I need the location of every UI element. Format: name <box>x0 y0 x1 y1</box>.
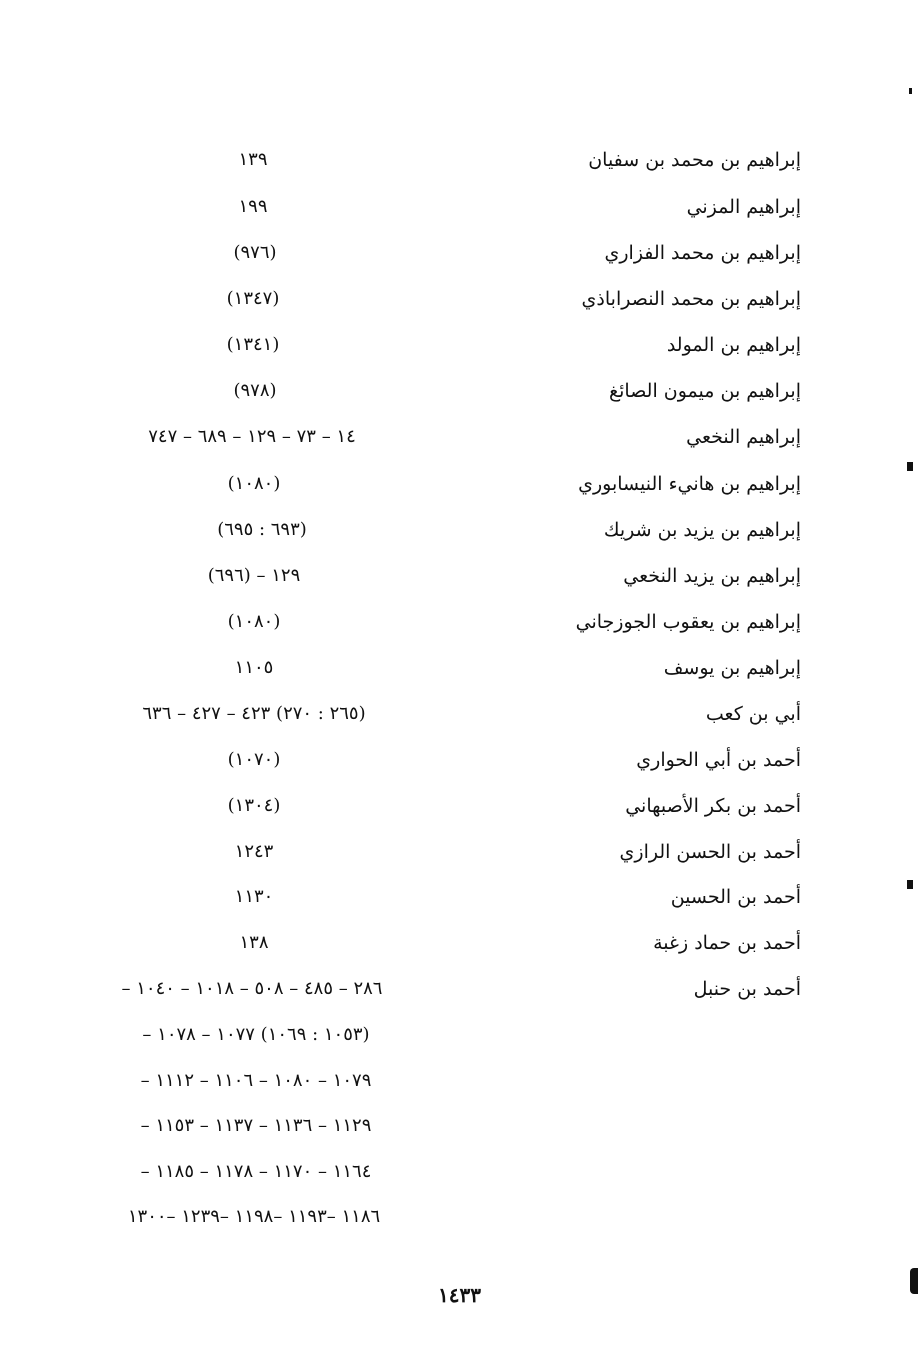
entry-name: أحمد بن الحسن الرازي <box>619 841 801 863</box>
entry-references: (١٣٤١) <box>226 334 280 355</box>
scan-edge-mark <box>907 880 913 889</box>
reference-continuation <box>0 1106 919 1146</box>
index-entry <box>0 417 919 457</box>
entry-references: ١١٣٠ <box>234 886 274 907</box>
entry-name: إبراهيم بن يزيد النخعي <box>623 565 801 587</box>
continuation-line: (١٠٥٣ : ١٠٦٩) ١٠٧٧ – ١٠٧٨ – <box>142 1024 370 1045</box>
index-entry <box>0 969 919 1009</box>
reference-continuation <box>0 1061 919 1101</box>
entry-references: (١٠٨٠) <box>227 473 281 494</box>
entry-name: إبراهيم النخعي <box>686 426 801 448</box>
entry-references: ١٢٤٣ <box>234 841 274 862</box>
entry-references: ١١٠٥ <box>234 657 274 678</box>
entry-name: إبراهيم بن المولد <box>666 334 801 356</box>
index-entry <box>0 140 919 180</box>
entry-name: إبراهيم بن يعقوب الجوزجاني <box>575 611 801 633</box>
entry-references: (١٣٤٧) <box>226 288 280 309</box>
continuation-line: ١١٢٩ – ١١٣٦ – ١١٣٧ – ١١٥٣ – <box>140 1115 372 1136</box>
page-number: ١٤٣٣ <box>438 1283 481 1307</box>
entry-references: (١٣٠٤) <box>227 795 281 816</box>
entry-references: (١٠٨٠) <box>227 611 281 632</box>
entry-name: إبراهيم بن محمد الفزاري <box>604 242 801 264</box>
entry-name: إبراهيم بن ميمون الصائغ <box>609 380 801 402</box>
scan-edge-mark <box>910 1268 918 1294</box>
entry-references: ٢٨٦ – ٤٨٥ – ٥٠٨ – ١٠١٨ – ١٠٤٠ – <box>121 978 383 999</box>
entry-references: ١٣٨ <box>239 932 269 953</box>
entry-name: أحمد بن بكر الأصبهاني <box>625 795 801 817</box>
entry-name: إبراهيم بن هانيء النيسابوري <box>578 473 801 495</box>
entry-references: (٩٧٨) <box>233 380 277 401</box>
entry-name: إبراهيم بن محمد النصراباذي <box>581 288 801 310</box>
entry-name: أحمد بن حماد زغبة <box>653 932 801 954</box>
index-entry <box>0 832 919 872</box>
entry-name: إبراهيم بن محمد بن سفيان <box>588 149 801 171</box>
continuation-line: ١١٨٦ –١١٩٣ –١١٩٨ –١٢٣٩ –١٣٠٠ <box>127 1206 381 1227</box>
index-entry <box>0 648 919 688</box>
entry-references: ١٢٩ – (٦٩٦) <box>207 565 301 586</box>
entry-name: أبي بن كعب <box>705 703 801 725</box>
index-entry <box>0 556 919 596</box>
index-entry <box>0 510 919 550</box>
entry-name: أحمد بن الحسين <box>670 886 801 908</box>
entry-references: (٩٧٦) <box>233 242 277 263</box>
scan-edge-mark <box>907 462 913 471</box>
entry-name: إبراهيم بن يوسف <box>663 657 801 679</box>
entry-references: ١٩٩ <box>238 196 268 217</box>
entry-references: ١٣٩ <box>238 149 268 170</box>
index-entry <box>0 740 919 780</box>
reference-continuation <box>0 1015 919 1055</box>
entry-references: (٢٦٥ : ٢٧٠) ٤٢٣ – ٤٢٧ – ٦٣٦ <box>142 703 366 724</box>
reference-continuation <box>0 1197 919 1237</box>
entry-references: ١٤ – ٧٣ – ١٢٩ – ٦٨٩ – ٧٤٧ <box>148 426 356 447</box>
entry-references: (١٠٧٠) <box>227 749 281 770</box>
continuation-line: ١٠٧٩ – ١٠٨٠ – ١١٠٦ – ١١١٢ – <box>140 1070 372 1091</box>
entry-name: إبراهيم بن يزيد بن شريك <box>603 519 801 541</box>
reference-continuation <box>0 1152 919 1192</box>
scan-edge-mark <box>909 88 912 94</box>
index-entry <box>0 694 919 734</box>
continuation-line: ١١٦٤ – ١١٧٠ – ١١٧٨ – ١١٨٥ – <box>140 1161 372 1182</box>
index-entry <box>0 602 919 642</box>
index-entry <box>0 233 919 273</box>
index-entry <box>0 187 919 227</box>
index-entry <box>0 923 919 963</box>
index-entry <box>0 371 919 411</box>
index-entry <box>0 325 919 365</box>
entry-name: أحمد بن أبي الحواري <box>636 749 801 771</box>
index-entry <box>0 279 919 319</box>
entry-name: إبراهيم المزني <box>686 196 801 218</box>
index-entry <box>0 464 919 504</box>
entry-name: أحمد بن حنبل <box>693 978 801 1000</box>
index-entry <box>0 786 919 826</box>
entry-references: (٦٩٣ : ٦٩٥) <box>217 519 307 540</box>
index-entry <box>0 877 919 917</box>
